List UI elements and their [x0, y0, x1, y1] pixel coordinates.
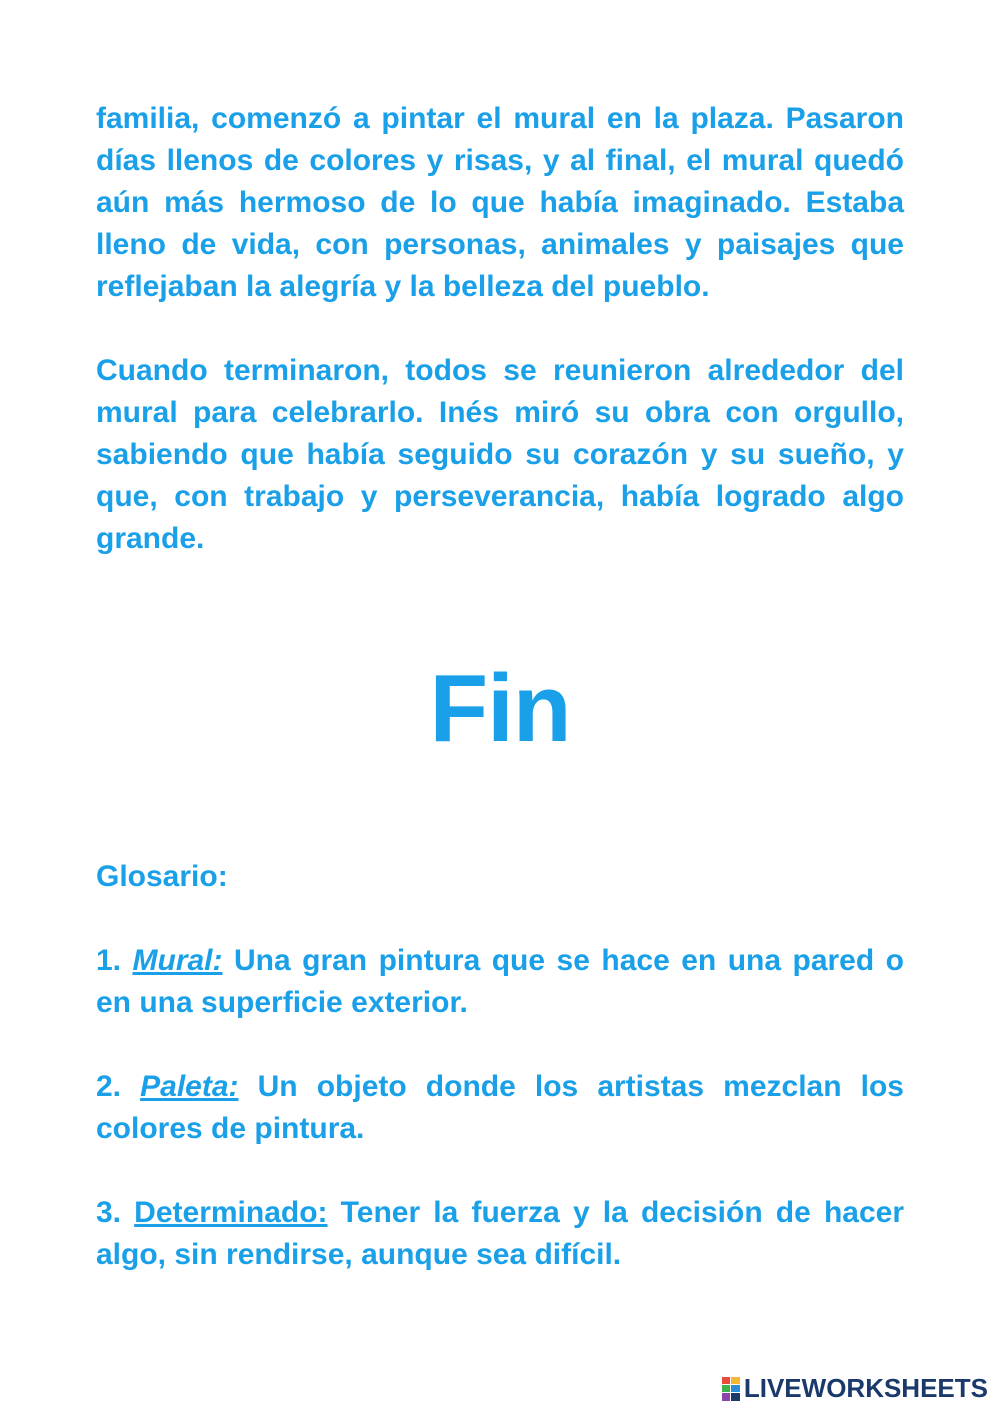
glossary-definition: Tener la fuerza y la decisión de hacer algo, sin rendirse, aunque sea difícil. — [96, 1196, 904, 1271]
glossary-number: 2. — [96, 1070, 141, 1103]
story-paragraph-1: familia, comenzó a pintar el mural en la plaza. Pasaron días llenos de colores y risas, y al final, el mural quedó aún más hermoso de lo que había imaginado. Estaba lleno de vida, con personas, animales y paisajes que reflejaban la alegría y la belleza del pueblo. — [96, 102, 904, 303]
liveworksheets-logo-icon — [722, 1377, 740, 1401]
glossary-item-determinado — [96, 1192, 904, 1276]
story-paragraph-2: Cuando terminaron, todos se reunieron alrededor del mural para celebrarlo. Inés miró su obra con orgullo, sabiendo que había seguido su corazón y su sueño, y que, con trabajo y perseverancia, había logrado algo grande. — [96, 354, 904, 555]
liveworksheets-logo[interactable] — [722, 1373, 988, 1404]
glossary-term: Determinado: — [134, 1196, 328, 1229]
document-page — [96, 98, 904, 1276]
glossary-item-mural — [96, 940, 904, 1024]
glossary-number: 3. — [96, 1196, 135, 1229]
glossary-definition: Una gran pintura que se hace en una pared o en una superficie exterior. — [96, 944, 904, 1019]
glossary-number: 1. — [96, 944, 133, 977]
glossary-item-paleta — [96, 1066, 904, 1150]
end-title: Fin — [429, 655, 571, 762]
glossary-term: Paleta: — [140, 1070, 239, 1103]
liveworksheets-logo-text: LIVEWORKSHEETS — [743, 1373, 988, 1403]
glossary-term: Mural: — [132, 944, 223, 977]
glossary-definition: Un objeto donde los artistas mezclan los colores de pintura. — [96, 1070, 904, 1145]
glossary-title: Glosario: — [96, 860, 228, 893]
